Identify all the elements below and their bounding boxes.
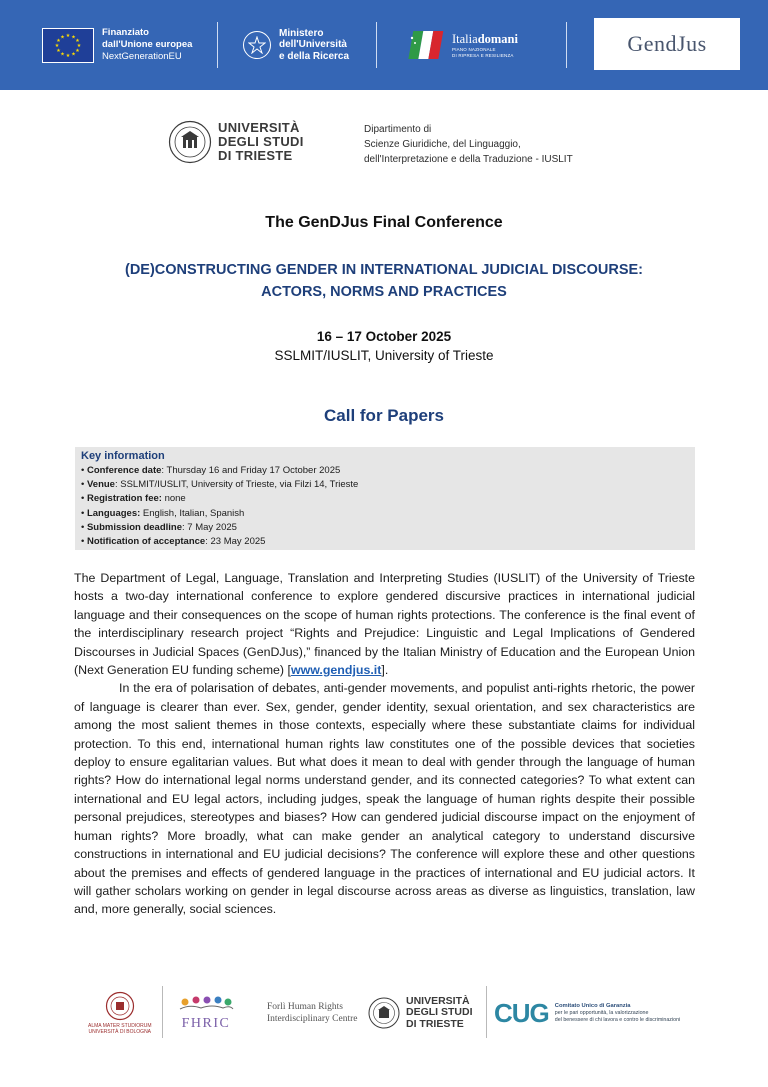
eu-flag-icon <box>42 28 94 63</box>
ministry-line-3: e della Ricerca <box>279 50 350 62</box>
list-item: • Conference date: Thursday 16 and Friday 17 October 2025 <box>81 465 341 476</box>
svg-text:★: ★ <box>75 48 80 54</box>
funding-banner <box>0 0 768 90</box>
key-value: 23 May 2025 <box>210 536 266 548</box>
svg-text:★: ★ <box>56 38 61 44</box>
banner-divider <box>566 22 567 68</box>
key-information-list <box>81 464 358 549</box>
trieste-line-3: DI TRIESTE <box>406 1017 464 1030</box>
key-information-box <box>75 447 695 550</box>
department-line-3: dell'Interpretazione e della Traduzione - IUSLIT <box>364 154 573 165</box>
conference-main-title <box>0 259 768 303</box>
fhric-line-2: Interdisciplinary Centre <box>267 1014 358 1024</box>
university-seal-icon <box>168 120 212 164</box>
conference-title: The GenDJus Final Conference <box>265 214 503 231</box>
conference-dates: 16 – 17 October 2025 <box>316 329 452 344</box>
svg-text:★: ★ <box>71 34 76 41</box>
list-item: • Submission deadline: 7 May 2025 <box>81 521 237 533</box>
svg-text:★: ★ <box>76 43 82 49</box>
key-separator: : <box>205 536 211 548</box>
body-paragraph-1 <box>74 569 695 679</box>
university-name-line-2: DEGLI STUDI <box>218 134 304 149</box>
trieste-footer-logo <box>368 980 473 1046</box>
gendjus-logo <box>594 18 740 70</box>
university-name-line-1: UNIVERSITÀ <box>218 120 300 135</box>
gendjus-website-link[interactable]: www.gendjus.it <box>290 663 382 678</box>
fhric-line-1: Forlì Human Rights <box>267 1002 344 1012</box>
svg-text:★: ★ <box>75 38 80 44</box>
cug-title <box>555 1003 680 1010</box>
paragraph-text: The Department of Legal, Language, Translation and Interpreting Studies (IUSLIT) of the University of Trieste hosts a two-day international conference to explore gendered discursive practices in international judicial language and their consequences on the scope of human rights protections. The conference is the final event of the interdisciplinary research project “Rights and Prejudice: Linguistic and Legal Implications of Gendered Discourses in Judicial Spaces (GenDJus),” financed by the Italian Ministry of Education and the European Union (Next Generation EU funding scheme) [ <box>74 571 695 678</box>
italia-text: Italia <box>452 32 478 46</box>
key-separator: : <box>161 465 167 476</box>
key-value: Thursday 16 and Friday 17 October 2025 <box>166 465 341 476</box>
body-paragraph-2: In the era of polarisation of debates, anti-gender movements, and populist anti-rights rhetoric, the power of language is clearer than ever. Sex, gender, gender identity, sexual orientation, and sex characteristics are among the most salient themes in those contexts, especially where these substantiate claims for individual protection. To this end, international human rights law constitutes one of the possible devices that societies deploy to ensure egalitarian values. But what does it mean to deal with gender through the language of human rights? How do international legal norms understand gender, and its connected categories? To what extent can international and EU legal actors, including judges, speak the language of human rights despite their possible personal prejudices, stereotypes and biases? How can gendered judicial discourse impact on the enjoyment of human rights? More broadly, what can make gender an analytical category to understand discursive constructions in international and EU judicial decisions? The conference will explore these and other questions about the premises and effects of gendered language in the practices of international and EU judicial actors. It will gather scholars working on gender in legal discourse across areas as diverse as linguistics, translation, law and, more generally, social sciences. <box>74 681 695 917</box>
trieste-line-2: DEGLI STUDI <box>406 1006 473 1019</box>
list-item: • Venue: SSLMIT/IUSLIT, University of Trieste, via Filzi 14, Trieste <box>81 479 359 491</box>
eu-line-3: NextGenerationEU <box>102 51 182 62</box>
paragraph-text-end: ]. <box>381 663 389 678</box>
conference-venue: SSLMIT/IUSLIT, University of Trieste <box>274 348 494 363</box>
key-value: 7 May 2025 <box>187 521 237 533</box>
unibo-line-1: ALMA MATER STUDIORUM <box>88 1023 152 1029</box>
banner-divider <box>376 22 377 68</box>
fhric-people-icon <box>177 993 235 1033</box>
cug-title-a: Comitato Unico <box>554 1002 598 1009</box>
key-label: Submission deadline <box>86 521 182 533</box>
ministry-logo <box>243 0 349 90</box>
key-value: SSLMIT/IUSLIT, University of Trieste, via Filzi 14, Trieste <box>120 479 359 491</box>
footer-divider <box>486 986 487 1038</box>
unibo-seal-icon <box>105 991 135 1021</box>
trieste-seal-icon <box>368 997 400 1029</box>
department-name <box>364 122 573 167</box>
cug-line-2: per le pari opportunità, la valorizzazione <box>554 1009 649 1016</box>
republic-emblem-icon <box>243 31 271 59</box>
italiadomani-logo <box>404 0 518 90</box>
svg-text:★: ★ <box>60 34 65 41</box>
cug-logo <box>494 980 680 1046</box>
call-body-text <box>74 569 695 919</box>
key-value: none <box>164 493 186 505</box>
svg-text:★: ★ <box>60 51 65 58</box>
main-title-line-2: ACTORS, NORMS AND PRACTICES <box>261 284 507 300</box>
eu-funding-logo <box>42 0 192 90</box>
cug-title-b: di <box>597 1002 606 1009</box>
key-label: Conference date <box>86 465 162 476</box>
university-name-line-3: DI TRIESTE <box>218 148 293 163</box>
pnrr-line-1: PIANO NAZIONALE <box>452 47 496 52</box>
list-item: • Languages: English, Italian, Spanish <box>81 507 245 519</box>
domani-text: domani <box>477 32 518 46</box>
department-line-1: Dipartimento di <box>364 124 432 135</box>
ministry-line-2: dell'Università <box>279 39 347 51</box>
eu-line-2: dall'Unione europea <box>102 39 193 50</box>
list-item: • Notification of acceptance: 23 May 2025 <box>81 536 266 548</box>
svg-text:★: ★ <box>65 33 71 39</box>
cug-title-c: Garanzia <box>606 1002 631 1009</box>
svg-text:★: ★ <box>54 43 60 49</box>
university-name <box>218 121 304 163</box>
unibo-line-2: UNIVERSITÀ DI BOLOGNA <box>88 1029 152 1035</box>
cug-logo-text: CUG <box>494 997 549 1028</box>
key-value: English, Italian, Spanish <box>142 507 245 519</box>
key-label: Registration fee: <box>86 493 162 505</box>
key-separator: : <box>182 521 188 533</box>
fhric-logo <box>177 980 357 1046</box>
eu-line-1: Finanziato <box>102 27 149 38</box>
svg-text:★: ★ <box>65 53 71 58</box>
trieste-line-1: UNIVERSITÀ <box>406 994 470 1007</box>
svg-text:★: ★ <box>56 48 61 54</box>
ministry-line-1: Ministero <box>279 27 324 39</box>
key-separator: : <box>114 479 121 491</box>
italian-flag-icon <box>404 27 448 63</box>
banner-divider <box>217 22 218 68</box>
gendjus-logo-text: GendJus <box>627 31 707 56</box>
key-information-title: Key information <box>81 450 165 462</box>
cug-line-3: del benessere di chi lavora e contro le discriminazioni <box>554 1016 681 1023</box>
fhric-letters: FHRIC <box>181 1016 231 1031</box>
svg-text:★: ★ <box>71 51 76 58</box>
pnrr-line-2: DI RIPRESA E RESILIENZA <box>452 52 514 58</box>
department-line-2: Scienze Giuridiche, del Linguaggio, <box>364 139 521 150</box>
footer-divider <box>162 986 163 1038</box>
key-label: Notification of acceptance <box>86 536 206 548</box>
key-label: Venue <box>86 479 115 491</box>
list-item: • Registration fee: none <box>81 493 186 505</box>
call-for-papers-heading: Call for Papers <box>324 406 444 425</box>
main-title-line-1: (DE)CONSTRUCTING GENDER IN INTERNATIONAL JUDICIAL DISCOURSE: <box>125 262 643 278</box>
key-label: Languages: <box>86 507 141 519</box>
unibo-logo <box>88 980 152 1046</box>
